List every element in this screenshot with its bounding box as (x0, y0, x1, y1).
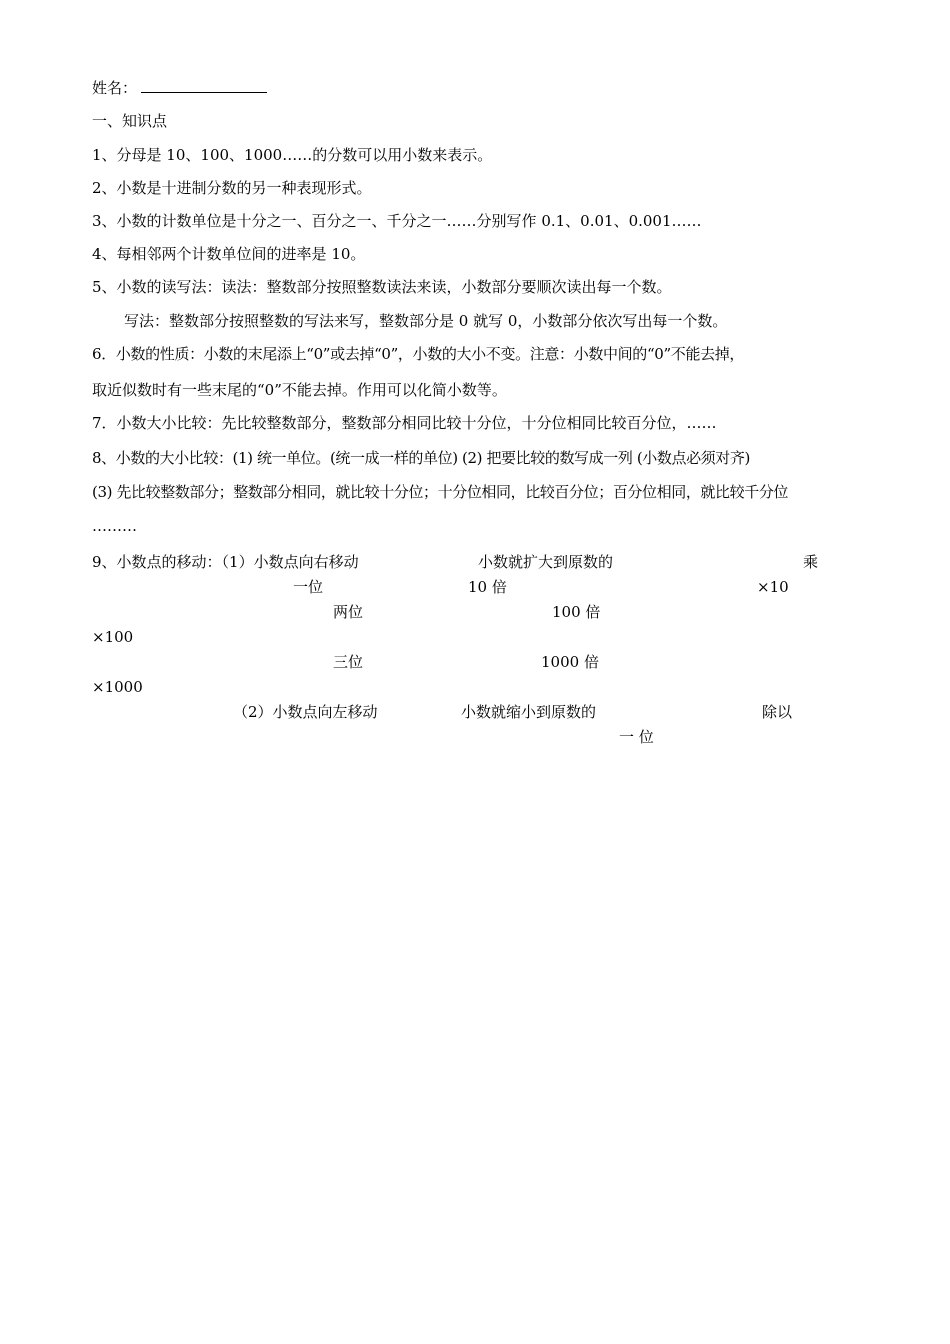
move-right-op-header: 乘 (803, 553, 819, 571)
move-left-title: （2）小数点向左移动 (233, 703, 378, 721)
name-label: 姓名： (92, 79, 138, 97)
row3-operation: ×1000 (92, 678, 143, 696)
point-6-line1: 6．小数的性质：小数的末尾添上“0”或去掉“0”，小数的大小不变。注意：小数中间的“0”不能去掉， (92, 345, 745, 363)
row1-position: 一位 (293, 578, 324, 596)
move-left-op-header: 除以 (762, 703, 793, 721)
point-8-line1: 8、小数的大小比较：(1) 统一单位。(统一成一样的单位) (2) 把要比较的数写成一列 (小数点必须对齐) (92, 449, 750, 467)
name-row (92, 78, 267, 98)
section-title: 一、知识点 (92, 112, 168, 130)
move-right-title: 9、小数点的移动：（1）小数点向右移动 (92, 553, 359, 571)
row3-multiple: 1000 倍 (541, 653, 599, 671)
point-5-writing: 写法：整数部分按照整数的写法来写，整数部分是 0 就写 0，小数部分依次写出每一个数。 (124, 312, 728, 330)
point-5: 5、小数的读写法：读法：整数部分按照整数读法来读，小数部分要顺次读出每一个数。 (92, 278, 672, 296)
point-8-line2: (3) 先比较整数部分；整数部分相同，就比较十分位；十分位相同，比较百分位；百分位相同，就比较千分位 (92, 483, 789, 501)
point-6-line2: 取近似数时有一些末尾的“0”不能去掉。作用可以化简小数等。 (92, 381, 507, 399)
row1-multiple: 10 倍 (468, 578, 507, 596)
point-4: 4、每相邻两个计数单位间的进率是 10。 (92, 245, 366, 263)
row2-operation: ×100 (92, 628, 134, 646)
move-left-result-header: 小数就缩小到原数的 (461, 703, 597, 721)
point-2: 2、小数是十进制分数的另一种表现形式。 (92, 179, 372, 197)
row1-operation: ×10 (757, 578, 789, 596)
point-3: 3、小数的计数单位是十分之一、百分之一、千分之一……分别写作 0.1、0.01、0.001…… (92, 212, 702, 230)
point-1: 1、分母是 10、100、1000……的分数可以用小数来表示。 (92, 146, 493, 164)
row2-multiple: 100 倍 (552, 603, 601, 621)
point-7: 7．小数大小比较：先比较整数部分，整数部分相同比较十分位，十分位相同比较百分位，…… (92, 414, 717, 432)
name-blank-line[interactable] (141, 78, 267, 93)
left-row1-position: 一 位 (619, 728, 654, 746)
row3-position: 三位 (333, 653, 364, 671)
point-8-line3: ……… (92, 517, 137, 535)
move-right-result-header: 小数就扩大到原数的 (478, 553, 614, 571)
row2-position: 两位 (333, 603, 364, 621)
